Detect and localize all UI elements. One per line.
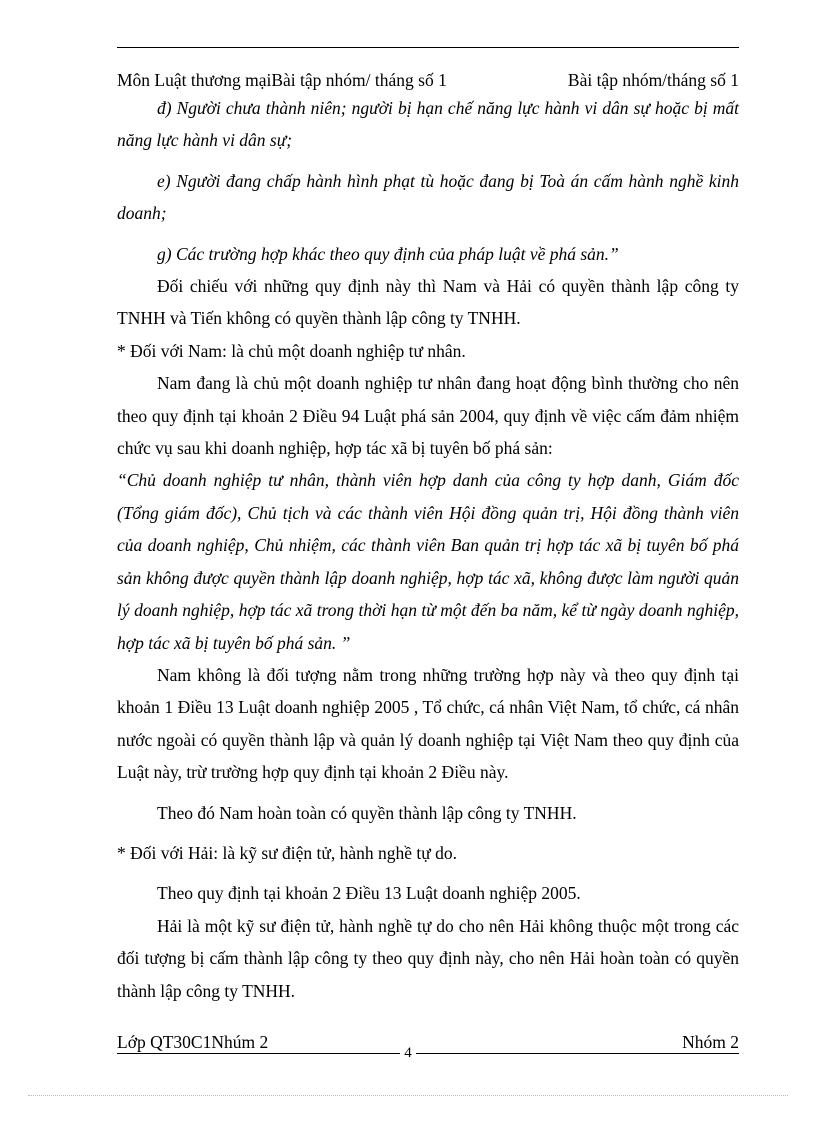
bankruptcy-quote: “Chủ doanh nghiệp tư nhân, thành viên hợp danh của công ty hợp danh, Giám đốc (Tổng giám đốc), Chủ tịch và các thành viên Hội đồng quản trị, Hội đồng thành viên của doanh nghiệp, Chủ nhiệm, các thành viên Ban quản trị hợp tác xã bị tuyên bố phá sản không được quyền thành lập doanh nghiệp, hợp tác xã, không được làm người quản lý doanh nghiệp, hợp tác xã trong thời hạn từ một đến ba năm, kể từ ngày doanh nghiệp, hợp tác xã bị tuyên bố phá sản. ” — [117, 470, 739, 653]
clause-g: g) Các trường hợp khác theo quy định của pháp luật về phá sản.” — [157, 243, 619, 264]
page-number: 4 — [400, 1044, 416, 1062]
header-left-text: Môn Luật thương mạiBài tập nhóm/ tháng số 1 — [117, 70, 447, 90]
nam-result: Theo đó Nam hoàn toàn có quyền thành lập công ty TNHH. — [157, 802, 577, 823]
nam-conclusion-paragraph: Nam không là đối tượng nằm trong những trường hợp này và theo quy định tại khoản 1 Điều 13 Luật doanh nghiệp 2005 , Tổ chức, cá nhân Việt Nam, tổ chức, cá nhân nước ngoài có quyền thành lập và quản lý doanh nghiệp tại Việt Nam theo quy định của Luật này, trừ trường hợp quy định tại khoản 2 Điều này. — [117, 664, 739, 783]
header-rule — [117, 47, 739, 48]
comparison-paragraph: Đối chiếu với những quy định này thì Nam và Hải có quyền thành lập công ty TNHH và Tiến không có quyền thành lập công ty TNHH. — [117, 276, 739, 329]
footer-right-text: Nhóm 2 — [682, 1032, 739, 1052]
nam-heading: * Đối với Nam: là chủ một doanh nghiệp tư nhân. — [117, 340, 466, 361]
document-body — [117, 92, 739, 1007]
nam-paragraph: Nam đang là chủ một doanh nghiệp tư nhân đang hoạt động bình thường cho nên theo quy định tại khoản 2 Điều 94 Luật phá sản 2004, quy định về việc cấm đảm nhiệm chức vụ sau khi doanh nghiệp, hợp tác xã bị tuyên bố phá sản: — [117, 373, 739, 459]
page-footer — [117, 1030, 739, 1054]
page-header — [117, 68, 739, 92]
page-boundary — [28, 1095, 788, 1096]
footer-rule — [117, 1053, 739, 1054]
clause-e: e) Người đang chấp hành hình phạt tù hoặc đang bị Toà án cấm hành nghề kinh doanh; — [117, 170, 739, 224]
header-right-text: Bài tập nhóm/tháng số 1 — [567, 70, 739, 90]
hai-law-reference: Theo quy định tại khoản 2 Điều 13 Luật doanh nghiệp 2005. — [157, 883, 581, 904]
clause-d: đ) Người chưa thành niên; người bị hạn chế năng lực hành vi dân sự hoặc bị mất năng lực hành vi dân sự; — [117, 98, 739, 151]
hai-paragraph: Hải là một kỹ sư điện tử, hành nghề tự do cho nên Hải không thuộc một trong các đối tượng bị cấm thành lập công ty theo quy định này, cho nên Hải hoàn toàn có quyền thành lập công ty TNHH. — [117, 915, 739, 1001]
hai-heading: * Đối với Hải: là kỹ sư điện tử, hành nghề tự do. — [117, 842, 458, 863]
footer-left-text: Lớp QT30C1Nhúm 2 — [117, 1032, 269, 1052]
